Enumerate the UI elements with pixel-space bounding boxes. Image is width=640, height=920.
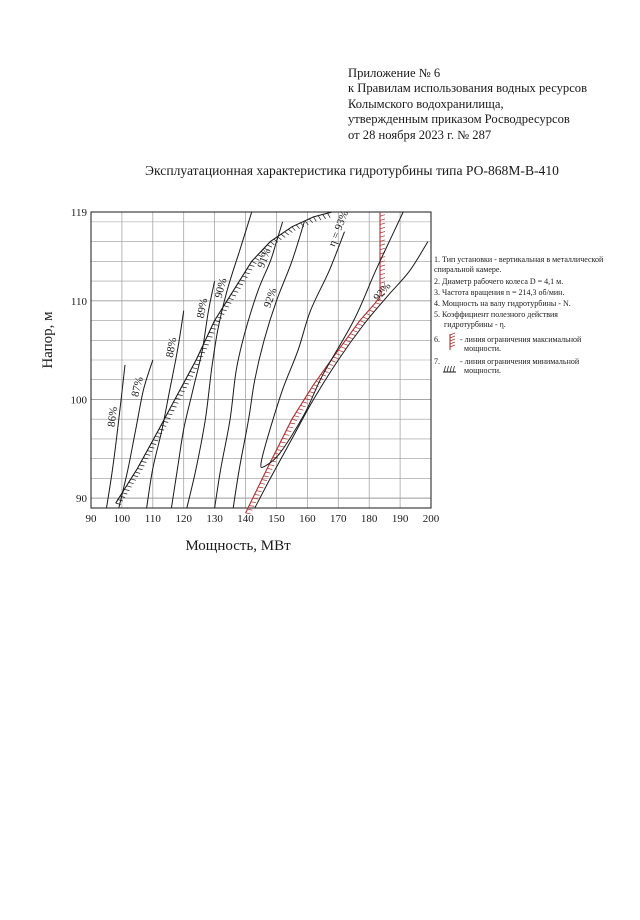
legend-max-hatch [450, 333, 455, 335]
efficiency-curve-label: 86% [105, 406, 120, 428]
note-4: 4. Мощность на валу гидротурбины - N. [434, 299, 571, 308]
x-tick-label: 200 [422, 513, 440, 525]
legend-min-hatch [450, 366, 452, 372]
y-tick-label: 119 [70, 207, 87, 219]
legend-max-hatch [450, 345, 455, 347]
note-5-line-b: гидротурбины - η. [444, 320, 506, 329]
efficiency-curve [255, 242, 428, 508]
appendix-line-5: от 28 ноября 2023 г. № 287 [348, 127, 492, 142]
legend-max-text-a: - линия ограничения максимальной [460, 335, 582, 344]
legend-min-hatch [453, 366, 455, 372]
note-3: 3. Частота вращения n = 214,3 об/мин. [434, 288, 565, 297]
note-1-line-a: 1. Тип установки - вертикальная в металлической [434, 255, 604, 264]
appendix-line-1: Приложение № 6 [348, 66, 441, 80]
legend-max-hatch [450, 339, 455, 341]
note-2: 2. Диаметр рабочего колеса D = 4,1 м. [434, 277, 564, 286]
x-tick-label: 150 [268, 513, 285, 525]
y-tick-label: 110 [70, 295, 87, 308]
y-tick-label: 90 [76, 493, 87, 506]
legend-min-text-a: - линия ограничения минимальной [460, 357, 580, 366]
appendix-line-2: к Правилам использования водных ресурсов [348, 81, 588, 96]
appendix-line-4: утвержденным приказом Росводресурсов [348, 112, 570, 127]
x-tick-label: 90 [85, 513, 97, 525]
efficiency-curve [261, 212, 403, 468]
x-tick-label: 110 [144, 513, 161, 525]
legend-max-hatch [450, 342, 455, 344]
efficiency-curve-label: η = 93% [326, 208, 352, 249]
x-tick-label: 170 [330, 513, 347, 525]
x-tick-label: 100 [113, 513, 131, 525]
legend-min-hatch [444, 366, 446, 372]
efficiency-curve-label: 91% [255, 246, 274, 270]
efficiency-curve-label: 92% [371, 280, 394, 304]
x-tick-label: 140 [237, 513, 254, 525]
chart-title: Эксплуатационная характеристика гидротурбины типа РО-868М-В-410 [145, 163, 559, 178]
limit-lines [116, 212, 385, 514]
appendix-line-3: Колымского водохранилища, [348, 96, 504, 111]
legend-min-text-b: мощности. [464, 366, 502, 375]
efficiency-curve-label: 88% [163, 336, 180, 359]
efficiency-curve-label: 87% [129, 375, 146, 399]
legend-max-number: 6. [434, 335, 440, 344]
note-5-line-a: 5. Коэффициент полезного действия [434, 310, 558, 319]
efficiency-curve-label: 92% [261, 286, 280, 310]
efficiency-curve-label: 89% [194, 297, 211, 320]
y-axis-label: Напор, м [40, 311, 56, 369]
legend-min-number: 7. [434, 357, 440, 366]
min-power-limit-line [116, 212, 332, 503]
x-tick-label: 160 [299, 513, 316, 525]
min-power-limit-line-hatch [116, 213, 331, 504]
chart-notes [434, 255, 604, 375]
legend-max-hatch [450, 336, 455, 338]
efficiency-curve-label: 90% [212, 276, 230, 300]
x-tick-label: 180 [360, 513, 378, 525]
legend-max-symbol [450, 333, 455, 350]
legend-min-symbol [443, 366, 456, 372]
x-tick-label: 120 [175, 513, 192, 525]
x-tick-label: 190 [391, 513, 409, 525]
y-tick-label: 100 [70, 394, 87, 407]
legend-min-hatch [447, 366, 449, 372]
legend-symbols [443, 333, 456, 372]
legend-max-text-b: мощности. [464, 344, 502, 353]
x-tick-label: 130 [206, 513, 223, 525]
x-axis-label: Мощность, МВт [185, 538, 291, 554]
note-1-line-b: спиральной камере. [434, 265, 502, 274]
